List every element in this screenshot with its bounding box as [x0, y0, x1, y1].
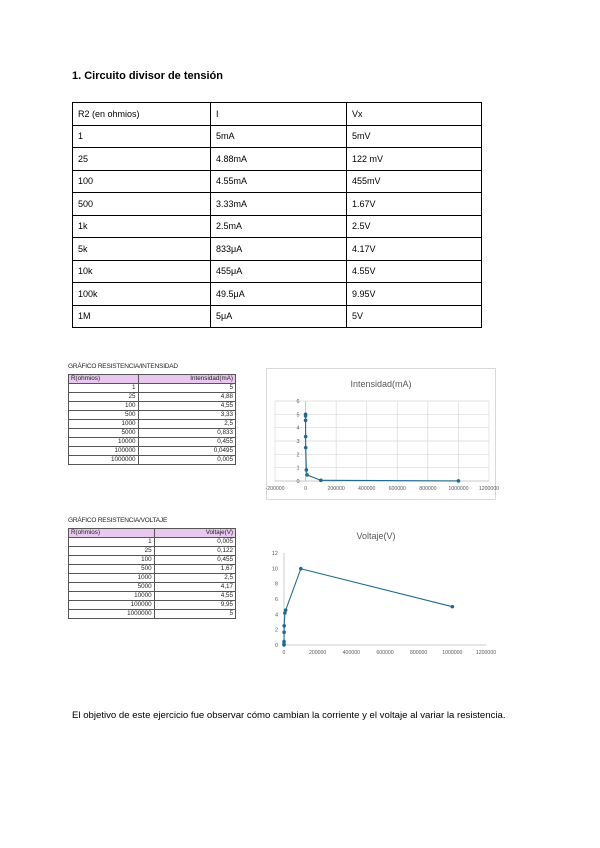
data-point: [282, 630, 286, 634]
series-line: [284, 569, 452, 645]
sheet-cell: 100000: [69, 601, 155, 610]
sheet-cell: 0,455: [138, 438, 235, 447]
y-tick-label: 6: [296, 399, 300, 405]
table-cell: 455mV: [347, 170, 482, 193]
table-row: [73, 260, 482, 283]
sheet-cell: 500: [69, 411, 139, 420]
sheet-cell: 10000: [69, 592, 155, 601]
table-cell: 4.55V: [347, 260, 482, 283]
sheet1-header-cell: Intensidad(mA): [138, 375, 235, 384]
table-row: [73, 283, 482, 306]
table-row: [73, 148, 482, 171]
table-cell: 1: [73, 125, 211, 148]
table-cell: 1k: [73, 215, 211, 238]
sheet-cell: 3,33: [138, 411, 235, 420]
results-table-header-cell: R2 (en ohmios): [73, 103, 211, 126]
sheet-cell: 1000000: [69, 610, 155, 619]
spreadsheet-intensity: [62, 355, 540, 503]
y-tick-label: 3: [296, 439, 300, 445]
x-tick-label: 0: [282, 650, 286, 656]
data-point: [305, 473, 309, 477]
x-tick-label: 800000: [419, 486, 437, 492]
results-table-header: [73, 103, 482, 126]
sheet-cell: 0,005: [154, 538, 235, 547]
sheet-cell: 9,95: [154, 601, 235, 610]
x-tick-label: -200000: [265, 486, 285, 492]
table-cell: 500: [73, 193, 211, 216]
conclusion-text: El objetivo de este ejercicio fue observar cómo cambian la corriente y el voltaje al variar la resistencia.: [72, 710, 506, 721]
sheet-row: [69, 538, 236, 547]
table-cell: 5μA: [211, 305, 347, 328]
data-point: [457, 479, 461, 483]
voltage-chart: [262, 523, 497, 665]
sheet-cell: 5: [154, 610, 235, 619]
sheet-cell: 1: [69, 384, 139, 393]
table-cell: 2.5V: [347, 215, 482, 238]
sheet-row: [69, 610, 236, 619]
sheet-row: [69, 565, 236, 574]
table-row: [73, 215, 482, 238]
table-cell: 4.17V: [347, 238, 482, 261]
sheet-cell: 5: [138, 384, 235, 393]
sheet-cell: 25: [69, 393, 139, 402]
sheet-row: [69, 393, 236, 402]
data-point: [451, 605, 455, 609]
sheet2-header-cell: Voltaje(V): [154, 529, 235, 538]
results-table-header-cell: I: [211, 103, 347, 126]
x-tick-label: 1000000: [442, 650, 463, 656]
x-tick-label: 800000: [410, 650, 428, 656]
y-tick-label: 8: [274, 581, 278, 588]
table-cell: 100k: [73, 283, 211, 306]
intensity-chart: [265, 368, 500, 500]
table-cell: 3.33mA: [211, 193, 347, 216]
y-tick-label: 0: [296, 479, 300, 485]
sheet1-header: [69, 375, 236, 384]
data-point: [282, 640, 286, 644]
table-row: [73, 170, 482, 193]
intensity-chart-plot: [265, 369, 500, 499]
sheet-row: [69, 447, 236, 456]
data-point: [304, 414, 308, 418]
section-heading: 1. Circuito divisor de tensión: [72, 70, 223, 82]
sheet-row: [69, 556, 236, 565]
table-cell: 5V: [347, 305, 482, 328]
table-cell: 25: [73, 148, 211, 171]
sheet-row: [69, 574, 236, 583]
data-point: [305, 468, 309, 472]
series-line: [306, 414, 459, 481]
data-point: [304, 446, 308, 450]
intensity-chart-title: Intensidad(mA): [350, 379, 412, 389]
table-cell: 1.67V: [347, 193, 482, 216]
y-tick-label: 5: [296, 412, 300, 419]
table-cell: 10k: [73, 260, 211, 283]
sheet-row: [69, 601, 236, 610]
table-cell: 5mV: [347, 125, 482, 148]
sheet-row: [69, 438, 236, 447]
table-cell: 833μA: [211, 238, 347, 261]
table-cell: 5k: [73, 238, 211, 261]
sheet-row: [69, 547, 236, 556]
table-cell: 122 mV: [347, 148, 482, 171]
sheet-row: [69, 456, 236, 465]
results-table-header-cell: Vx: [347, 103, 482, 126]
table-cell: 49.5μA: [211, 283, 347, 306]
sheet2-table: [68, 528, 236, 619]
table-cell: 455μA: [211, 260, 347, 283]
sheet-cell: 10000: [69, 438, 139, 447]
sheet-cell: 0,005: [138, 456, 235, 465]
table-cell: 5mA: [211, 125, 347, 148]
results-table: [72, 102, 482, 328]
y-tick-label: 1: [296, 465, 300, 472]
x-tick-label: 400000: [358, 486, 376, 492]
x-tick-label: 200000: [327, 486, 345, 492]
sheet-cell: 1: [69, 538, 155, 547]
sheet-cell: 100000: [69, 447, 139, 456]
data-point: [282, 624, 286, 628]
y-tick-label: 12: [271, 551, 278, 557]
x-tick-label: 1200000: [478, 486, 500, 492]
table-row: [73, 125, 482, 148]
x-tick-label: 0: [304, 486, 308, 492]
data-point: [304, 419, 308, 423]
sheet-cell: 100: [69, 556, 155, 565]
table-cell: 9.95V: [347, 283, 482, 306]
sheet2-header: [69, 529, 236, 538]
sheet-cell: 5000: [69, 583, 155, 592]
sheet1-title: GRÁFICO RESISTENCIA/INTENSIDAD: [68, 363, 178, 370]
x-tick-label: 400000: [342, 650, 360, 656]
sheet-cell: 0,0495: [138, 447, 235, 456]
table-row: [73, 305, 482, 328]
x-tick-label: 600000: [388, 486, 406, 492]
sheet-row: [69, 583, 236, 592]
sheet2-title: GRÁFICO RESISTENCIA/VOLTAJE: [68, 517, 168, 524]
sheet-cell: 100: [69, 402, 139, 411]
sheet-cell: 1,67: [154, 565, 235, 574]
sheet2-header-cell: R(ohmios): [69, 529, 155, 538]
sheet-cell: 4,17: [154, 583, 235, 592]
sheet-row: [69, 411, 236, 420]
sheet-row: [69, 402, 236, 411]
data-point: [299, 567, 303, 571]
sheet-cell: 4,55: [138, 402, 235, 411]
table-row: [73, 238, 482, 261]
data-point: [304, 435, 308, 439]
sheet-cell: 2,5: [138, 420, 235, 429]
y-tick-label: 10: [271, 566, 278, 573]
table-cell: 2.5mA: [211, 215, 347, 238]
sheet1-header-cell: R(ohmios): [69, 375, 139, 384]
sheet-cell: 500: [69, 565, 155, 574]
sheet-row: [69, 420, 236, 429]
sheet-row: [69, 592, 236, 601]
x-tick-label: 1200000: [475, 650, 497, 656]
table-cell: 1M: [73, 305, 211, 328]
y-tick-label: 4: [274, 612, 278, 619]
table-cell: 4.55mA: [211, 170, 347, 193]
sheet1-table: [68, 374, 236, 465]
sheet-cell: 5000: [69, 429, 139, 438]
sheet-cell: 2,5: [154, 574, 235, 583]
sheet-cell: 0,455: [154, 556, 235, 565]
sheet-cell: 25: [69, 547, 155, 556]
sheet-cell: 1000: [69, 420, 139, 429]
y-tick-label: 4: [296, 425, 300, 432]
data-point: [319, 479, 323, 483]
data-point: [284, 608, 288, 612]
x-tick-label: 600000: [376, 650, 394, 656]
sheet-cell: 0,833: [138, 429, 235, 438]
table-cell: 100: [73, 170, 211, 193]
table-row: [73, 193, 482, 216]
voltage-chart-plot: [262, 523, 497, 665]
y-tick-label: 2: [274, 627, 278, 634]
sheet-cell: 1000000: [69, 456, 139, 465]
sheet-cell: 4,55: [154, 592, 235, 601]
spreadsheet-voltage: [62, 510, 540, 670]
sheet-cell: 0,122: [154, 547, 235, 556]
y-tick-label: 2: [296, 452, 300, 459]
voltage-chart-title: Voltaje(V): [356, 531, 396, 541]
table-cell: 4.88mA: [211, 148, 347, 171]
sheet-cell: 1000: [69, 574, 155, 583]
x-tick-label: 1000000: [448, 486, 469, 492]
x-tick-label: 200000: [309, 650, 327, 656]
y-tick-label: 6: [274, 597, 278, 603]
y-tick-label: 0: [274, 643, 278, 649]
sheet-row: [69, 429, 236, 438]
sheet-cell: 4,88: [138, 393, 235, 402]
sheet-row: [69, 384, 236, 393]
